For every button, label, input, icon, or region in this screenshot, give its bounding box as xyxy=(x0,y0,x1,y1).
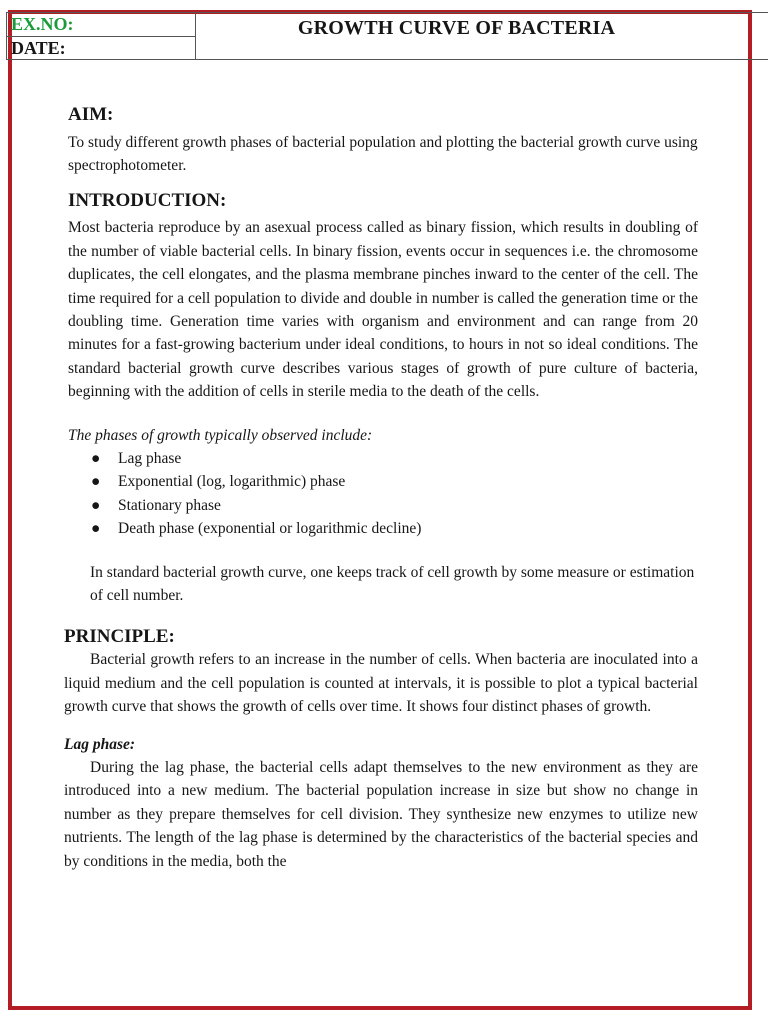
introduction-heading: INTRODUCTION: xyxy=(68,189,227,211)
phase-label: Lag phase xyxy=(118,450,182,468)
bullet-icon: ● xyxy=(91,473,101,491)
lag-phase-heading: Lag phase: xyxy=(64,735,136,753)
introduction-text: Most bacteria reproduce by an asexual process called as binary fission, which results in doubling of the number of viable bacterial cells. In binary fission, events occur in sequences i.e. the chromosome duplicates, the cell elongates, and the plasma membrane pinches inward to the center of the cell. The time required for a cell population to divide and double in number is called the generation time or the doubling time. Generation time varies with organism and environment and can range from 20 minutes for a fast-growing bacterium under ideal conditions, to hours in not so ideal conditions. The standard bacterial growth curve describes various stages of growth of pure culture of bacteria, beginning with the addition of cells in sterile media to the death of the cells. xyxy=(68,219,698,401)
lag-phase-section xyxy=(58,733,698,873)
ex-no-label: EX.NO: xyxy=(7,13,195,37)
list-item xyxy=(91,494,698,517)
phase-label: Death phase (exponential or logarithmic decline) xyxy=(118,520,422,538)
principle-text: Bacterial growth refers to an increase in the number of cells. When bacteria are inoculated into a liquid medium and the cell population is counted at intervals, it is possible to plot a typical bacterial growth curve that shows the growth of cells over time. It shows four distinct phases of growth. xyxy=(64,651,698,716)
aim-text: To study different growth phases of bacterial population and plotting the bacterial growth curve using spectrophotometer. xyxy=(68,133,698,175)
document-content xyxy=(58,104,698,873)
lag-phase-text: During the lag phase, the bacterial cells adapt themselves to the new environment as they are introduced into a new medium. The bacterial population increase in size but show no change in number as they prepare themselves for cell division. They synthesize new enzymes to utilize new nutrients. The length of the lag phase is determined by the characteristics of the bacterial species and by conditions in the media, both the xyxy=(64,758,698,870)
introduction-section xyxy=(58,190,698,608)
document-title: GROWTH CURVE OF BACTERIA xyxy=(297,17,616,39)
list-item xyxy=(91,470,698,493)
aim-section xyxy=(58,104,698,178)
introduction-closing: In standard bacterial growth curve, one keeps track of cell growth by some measure or estimation of cell number. xyxy=(90,563,695,605)
list-item xyxy=(91,517,698,540)
bullet-icon: ● xyxy=(91,520,101,538)
principle-section xyxy=(58,626,698,719)
phase-label: Exponential (log, logarithmic) phase xyxy=(118,473,346,491)
bullet-icon: ● xyxy=(91,450,101,468)
header-table xyxy=(6,12,768,60)
bullet-icon: ● xyxy=(91,496,101,514)
phases-list xyxy=(58,447,698,541)
phases-intro: The phases of growth typically observed include: xyxy=(68,426,373,444)
principle-heading: PRINCIPLE: xyxy=(64,625,175,647)
header-title-cell xyxy=(196,13,768,59)
date-label: DATE: xyxy=(11,37,66,58)
list-item xyxy=(91,447,698,470)
header-left-column xyxy=(7,13,196,59)
aim-heading: AIM: xyxy=(68,104,114,125)
phase-label: Stationary phase xyxy=(118,496,221,514)
